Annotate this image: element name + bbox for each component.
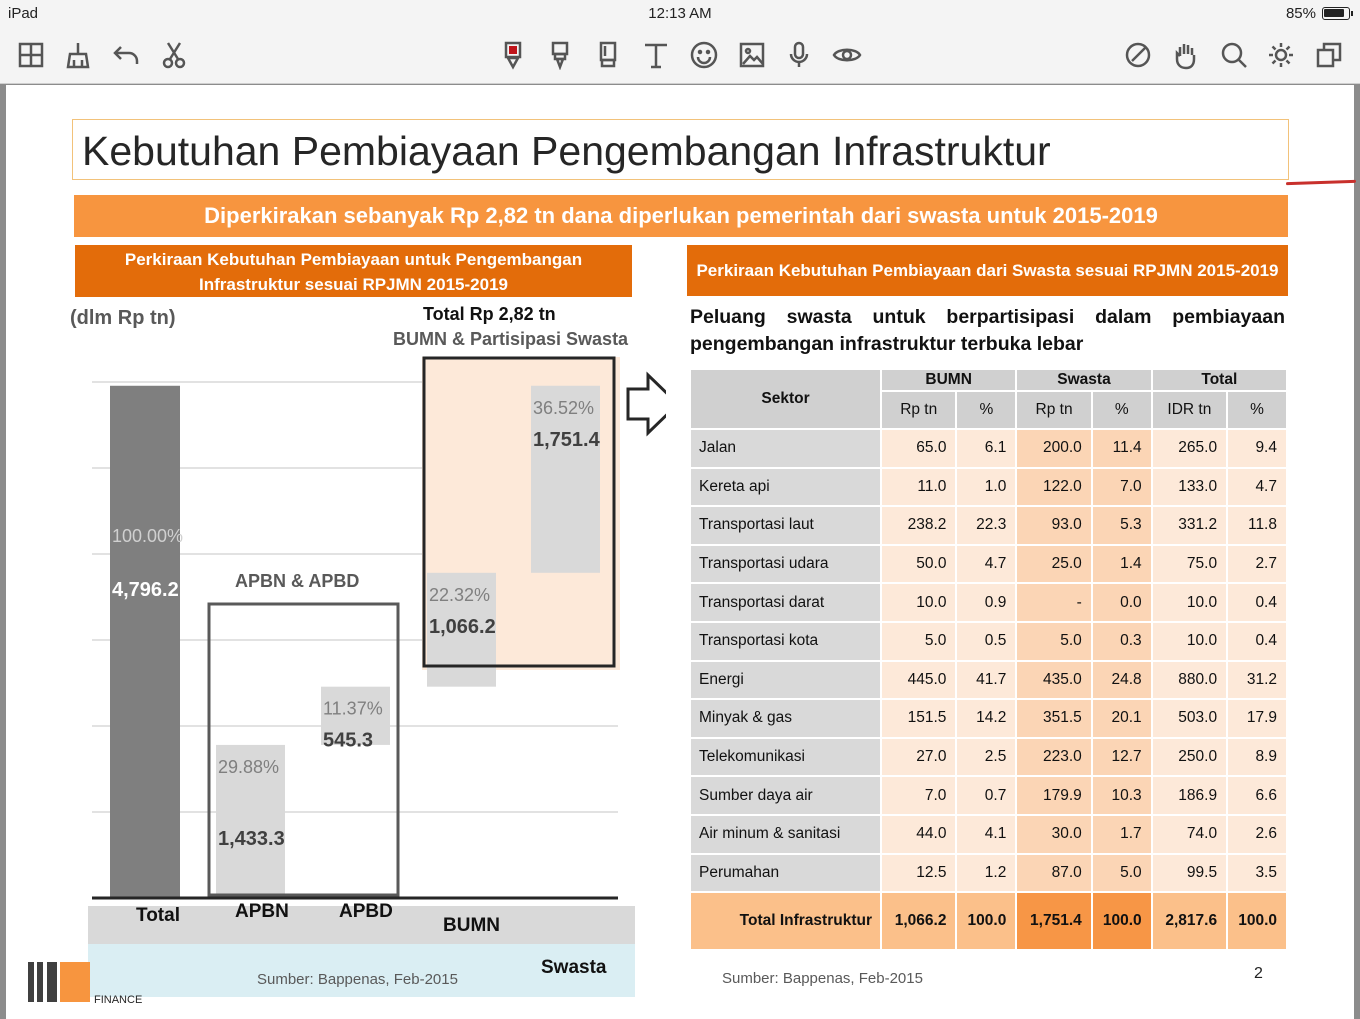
value-cell: 435.0 bbox=[1016, 661, 1091, 700]
value-cell: 1.4 bbox=[1092, 545, 1152, 584]
total-value-cell: 2,817.6 bbox=[1152, 892, 1227, 950]
subheader-total-idr: IDR tn bbox=[1152, 391, 1227, 429]
percent-label: 36.52% bbox=[533, 397, 595, 418]
value-cell: 223.0 bbox=[1016, 738, 1091, 777]
value-cell: 12.5 bbox=[881, 854, 956, 893]
total-label: Total Rp 2,82 tn bbox=[423, 304, 556, 324]
status-bar bbox=[0, 0, 1360, 28]
table-row bbox=[691, 776, 1287, 815]
compass-icon[interactable] bbox=[1121, 38, 1155, 72]
sector-cell: Jalan bbox=[691, 429, 881, 468]
left-header-line2: Infrastruktur sesuai RPJMN 2015-2019 bbox=[199, 275, 508, 294]
subheader-total-pct: % bbox=[1227, 391, 1287, 429]
battery-icon bbox=[1322, 7, 1350, 20]
percent-label: 22.32% bbox=[429, 584, 491, 605]
header-sector: Sektor bbox=[691, 370, 881, 429]
value-cell: 87.0 bbox=[1016, 854, 1091, 893]
duplicate-icon[interactable] bbox=[1312, 38, 1346, 72]
grid-icon[interactable] bbox=[14, 38, 48, 72]
value-cell: 250.0 bbox=[1152, 738, 1227, 777]
value-cell: 351.5 bbox=[1016, 699, 1091, 738]
value-cell: 75.0 bbox=[1152, 545, 1227, 584]
value-cell: 200.0 bbox=[1016, 429, 1091, 468]
device-label: iPad bbox=[8, 5, 39, 22]
value-cell: 10.3 bbox=[1092, 776, 1152, 815]
value-cell: 27.0 bbox=[881, 738, 956, 777]
value-cell: 0.0 bbox=[1092, 583, 1152, 622]
right-section-header: Perkiraan Kebutuhan Pembiayaan dari Swasta sesuai RPJMN 2015-2019 bbox=[687, 245, 1288, 296]
highlighter-icon[interactable] bbox=[543, 38, 577, 72]
percent-label: 11.37% bbox=[323, 698, 383, 719]
slide-title: Kebutuhan Pembiayaan Pengembangan Infrastruktur bbox=[82, 128, 1051, 174]
value-cell: 11.4 bbox=[1092, 429, 1152, 468]
value-cell: 0.4 bbox=[1227, 583, 1287, 622]
red-marker-icon[interactable] bbox=[496, 38, 530, 72]
value-cell: 20.1 bbox=[1092, 699, 1152, 738]
value-cell: 41.7 bbox=[956, 661, 1016, 700]
category-label: Total bbox=[136, 905, 180, 926]
sector-cell: Transportasi laut bbox=[691, 506, 881, 545]
sector-cell: Transportasi darat bbox=[691, 583, 881, 622]
sector-cell: Air minum & sanitasi bbox=[691, 815, 881, 854]
total-value-cell: 100.0 bbox=[1227, 892, 1287, 950]
value-cell: 6.6 bbox=[1227, 776, 1287, 815]
table-row bbox=[691, 545, 1287, 584]
source-left: Sumber: Bappenas, Feb-2015 bbox=[257, 971, 458, 988]
value-cell: 0.7 bbox=[956, 776, 1016, 815]
category-label: APBN bbox=[235, 901, 289, 922]
value-cell: 0.4 bbox=[1227, 622, 1287, 661]
microphone-icon[interactable] bbox=[782, 38, 816, 72]
value-cell: 11.0 bbox=[881, 468, 956, 507]
value-cell: 14.2 bbox=[956, 699, 1016, 738]
table-row bbox=[691, 468, 1287, 507]
table-row bbox=[691, 854, 1287, 893]
sector-cell: Energi bbox=[691, 661, 881, 700]
table-row bbox=[691, 815, 1287, 854]
value-cell: 1.2 bbox=[956, 854, 1016, 893]
sector-cell: Telekomunikasi bbox=[691, 738, 881, 777]
value-cell: 50.0 bbox=[881, 545, 956, 584]
apbn-apbd-label: APBN & APBD bbox=[235, 571, 360, 591]
value-cell: 4.7 bbox=[956, 545, 1016, 584]
value-cell: 74.0 bbox=[1152, 815, 1227, 854]
value-cell: 4.1 bbox=[956, 815, 1016, 854]
broom-icon[interactable] bbox=[61, 38, 95, 72]
value-cell: 122.0 bbox=[1016, 468, 1091, 507]
value-label: 1,433.3 bbox=[218, 827, 285, 850]
value-cell: 5.0 bbox=[1092, 854, 1152, 893]
search-icon[interactable] bbox=[1217, 38, 1251, 72]
total-value-cell: 1,066.2 bbox=[881, 892, 956, 950]
value-cell: 179.9 bbox=[1016, 776, 1091, 815]
table-row bbox=[691, 738, 1287, 777]
total-row bbox=[691, 892, 1287, 950]
value-cell: 0.9 bbox=[956, 583, 1016, 622]
subheader-swasta-rp: Rp tn bbox=[1016, 391, 1091, 429]
value-cell: 7.0 bbox=[1092, 468, 1152, 507]
opportunity-paragraph: Peluang swasta untuk berpartisipasi dalam pembiayaan pengembangan infrastruktur terbuka lebar bbox=[690, 306, 1285, 355]
value-cell: 44.0 bbox=[881, 815, 956, 854]
value-cell: 2.6 bbox=[1227, 815, 1287, 854]
sector-cell: Transportasi kota bbox=[691, 622, 881, 661]
hand-icon[interactable] bbox=[1169, 38, 1203, 72]
value-cell: 24.8 bbox=[1092, 661, 1152, 700]
total-sublabel: BUMN & Partisipasi Swasta bbox=[393, 329, 629, 349]
value-cell: 93.0 bbox=[1016, 506, 1091, 545]
subheader-swasta-pct: % bbox=[1092, 391, 1152, 429]
value-cell: 22.3 bbox=[956, 506, 1016, 545]
value-cell: 0.3 bbox=[1092, 622, 1152, 661]
value-cell: 65.0 bbox=[881, 429, 956, 468]
category-label: Swasta bbox=[541, 957, 607, 978]
eye-icon[interactable] bbox=[830, 38, 864, 72]
value-cell: 1.0 bbox=[956, 468, 1016, 507]
value-cell: 11.8 bbox=[1227, 506, 1287, 545]
smiley-icon[interactable] bbox=[687, 38, 721, 72]
table-row bbox=[691, 699, 1287, 738]
value-cell: 8.9 bbox=[1227, 738, 1287, 777]
unit-label: (dlm Rp tn) bbox=[70, 307, 176, 329]
value-cell: 151.5 bbox=[881, 699, 956, 738]
bar-total bbox=[110, 386, 180, 898]
table-row bbox=[691, 583, 1287, 622]
value-cell: 1.7 bbox=[1092, 815, 1152, 854]
image-icon[interactable] bbox=[735, 38, 769, 72]
value-label: 4,796.2 bbox=[112, 578, 179, 601]
value-cell: 2.7 bbox=[1227, 545, 1287, 584]
summary-banner: Diperkirakan sebanyak Rp 2,82 tn dana diperlukan pemerintah dari swasta untuk 2015-2019 bbox=[74, 195, 1288, 237]
clock: 12:13 AM bbox=[648, 5, 712, 22]
value-cell: 186.9 bbox=[1152, 776, 1227, 815]
value-label: 1,066.2 bbox=[429, 615, 496, 638]
sector-financing-table bbox=[691, 370, 1288, 951]
value-cell: 99.5 bbox=[1152, 854, 1227, 893]
value-cell: 25.0 bbox=[1016, 545, 1091, 584]
total-value-cell: 100.0 bbox=[956, 892, 1016, 950]
sector-cell: Minyak & gas bbox=[691, 699, 881, 738]
subheader-bumn-rp: Rp tn bbox=[881, 391, 956, 429]
value-cell: 880.0 bbox=[1152, 661, 1227, 700]
waterfall-chart bbox=[6, 85, 666, 1019]
value-cell: 445.0 bbox=[881, 661, 956, 700]
value-cell: 10.0 bbox=[1152, 622, 1227, 661]
value-cell: 30.0 bbox=[1016, 815, 1091, 854]
value-cell: 17.9 bbox=[1227, 699, 1287, 738]
header-swasta: Swasta bbox=[1016, 370, 1151, 391]
value-cell: 10.0 bbox=[881, 583, 956, 622]
value-cell: - bbox=[1016, 583, 1091, 622]
value-cell: 265.0 bbox=[1152, 429, 1227, 468]
sector-cell: Transportasi udara bbox=[691, 545, 881, 584]
value-cell: 133.0 bbox=[1152, 468, 1227, 507]
value-cell: 331.2 bbox=[1152, 506, 1227, 545]
table-row bbox=[691, 506, 1287, 545]
battery-percent: 85% bbox=[1285, 5, 1316, 22]
value-cell: 5.0 bbox=[881, 622, 956, 661]
value-cell: 503.0 bbox=[1152, 699, 1227, 738]
value-cell: 7.0 bbox=[881, 776, 956, 815]
total-value-cell: 1,751.4 bbox=[1016, 892, 1091, 950]
page-number: 2 bbox=[1254, 965, 1263, 982]
value-cell: 0.5 bbox=[956, 622, 1016, 661]
value-cell: 12.7 bbox=[1092, 738, 1152, 777]
marker-icon[interactable] bbox=[591, 38, 625, 72]
value-label: 1,751.4 bbox=[533, 428, 600, 451]
value-cell: 3.5 bbox=[1227, 854, 1287, 893]
sector-cell: Sumber daya air bbox=[691, 776, 881, 815]
total-value-cell: 100.0 bbox=[1092, 892, 1152, 950]
slide-page bbox=[6, 85, 1354, 1019]
percent-label: 100.00% bbox=[112, 525, 184, 546]
logo-text: FINANCE bbox=[94, 994, 143, 1006]
text-tool-icon[interactable] bbox=[639, 38, 673, 72]
annotation-toolbar bbox=[0, 28, 1360, 84]
value-cell: 9.4 bbox=[1227, 429, 1287, 468]
value-cell: 10.0 bbox=[1152, 583, 1227, 622]
value-label: 545.3 bbox=[323, 729, 374, 752]
value-cell: 6.1 bbox=[956, 429, 1016, 468]
subheader-bumn-pct: % bbox=[956, 391, 1016, 429]
value-cell: 2.5 bbox=[956, 738, 1016, 777]
value-cell: 5.0 bbox=[1016, 622, 1091, 661]
undo-icon[interactable] bbox=[109, 38, 143, 72]
ink-stroke bbox=[1286, 180, 1356, 185]
value-cell: 4.7 bbox=[1227, 468, 1287, 507]
header-total: Total bbox=[1152, 370, 1287, 391]
value-cell: 238.2 bbox=[881, 506, 956, 545]
scissors-icon[interactable] bbox=[157, 38, 191, 72]
arrow-right-icon bbox=[628, 375, 666, 433]
battery-status bbox=[1286, 5, 1350, 22]
header-bumn: BUMN bbox=[881, 370, 1016, 391]
sector-cell: Kereta api bbox=[691, 468, 881, 507]
category-label: BUMN bbox=[443, 915, 500, 936]
source-right: Sumber: Bappenas, Feb-2015 bbox=[722, 970, 923, 987]
total-sector-cell: Total Infrastruktur bbox=[691, 892, 881, 950]
table-row bbox=[691, 429, 1287, 468]
category-label: APBD bbox=[339, 901, 393, 922]
left-header-line1: Perkiraan Kebutuhan Pembiayaan untuk Pengembangan bbox=[124, 250, 583, 269]
table-row bbox=[691, 622, 1287, 661]
percent-label: 29.88% bbox=[218, 756, 280, 777]
sector-cell: Perumahan bbox=[691, 854, 881, 893]
table-row bbox=[691, 661, 1287, 700]
value-cell: 31.2 bbox=[1227, 661, 1287, 700]
gear-icon[interactable] bbox=[1264, 38, 1298, 72]
value-cell: 5.3 bbox=[1092, 506, 1152, 545]
